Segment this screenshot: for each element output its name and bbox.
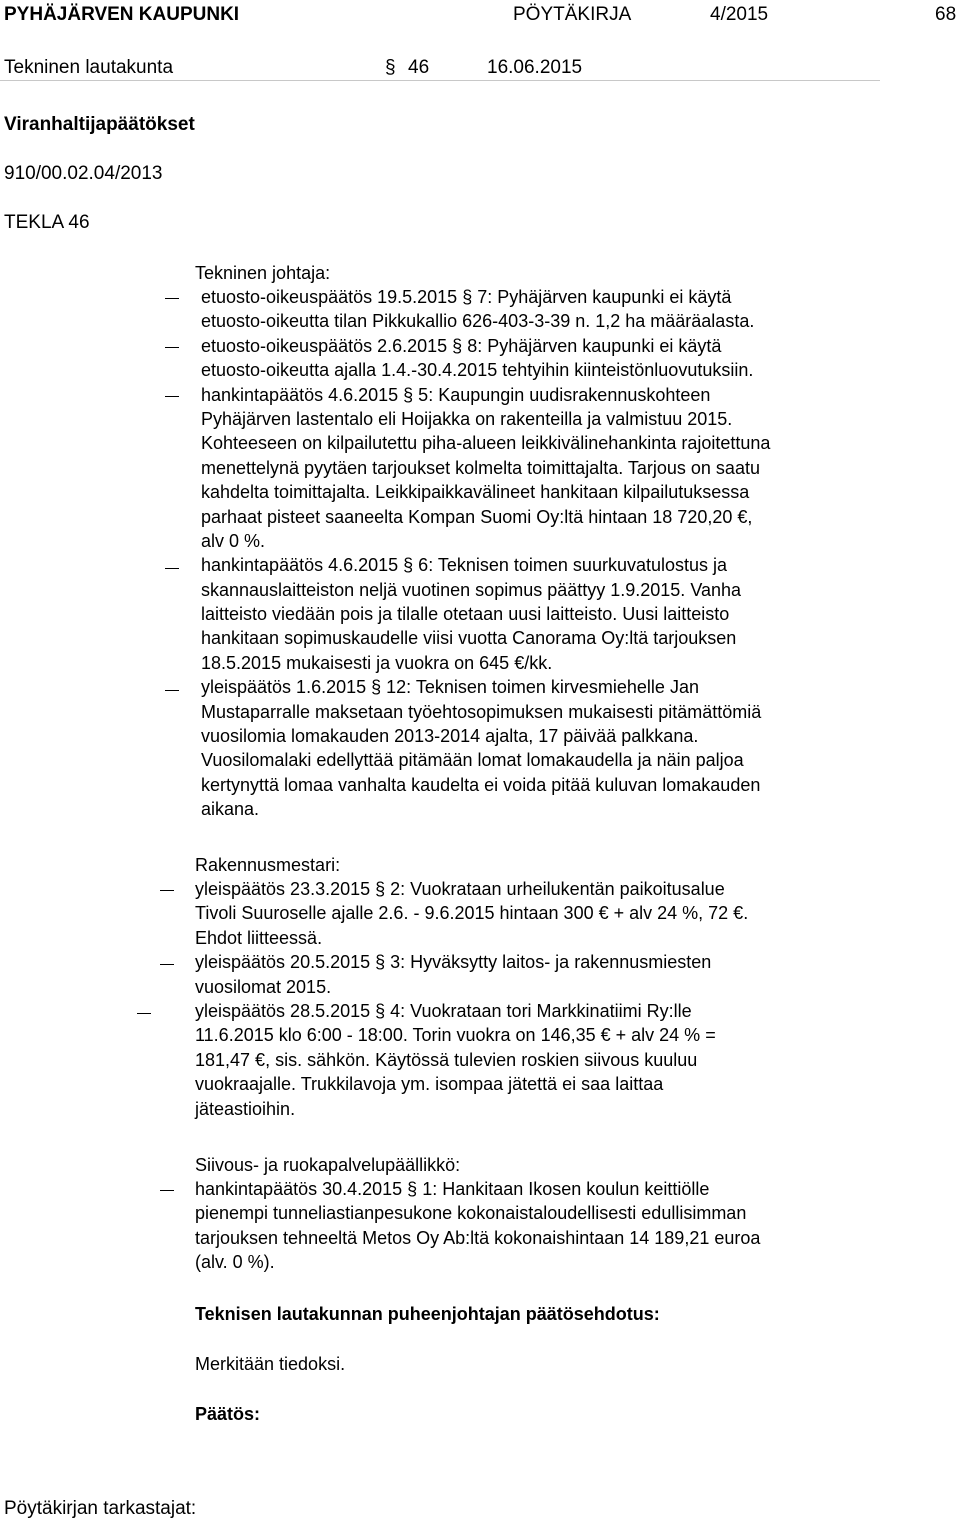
- technical-director-heading: Tekninen johtaja:: [195, 263, 331, 283]
- decision-line: yleispäätös 20.5.2015 § 3: Hyväksytty laitos- ja rakennusmiesten: [195, 952, 712, 973]
- minutes-checkers-label: Pöytäkirjan tarkastajat:: [4, 1498, 197, 1519]
- technical-director-decisions: [201, 285, 770, 822]
- record-number: 910/00.02.04/2013: [4, 163, 163, 184]
- decision-line: yleispäätös 23.3.2015 § 2: Vuokrataan urheilukentän paikoitusalue: [195, 879, 725, 899]
- bullet-dash: [165, 347, 179, 348]
- decision-line: kertynyttä lomaa vanhalta kaudelta ei voida pitää kuluvan lomakauden: [201, 774, 761, 795]
- cleaning-manager-decisions: [195, 1177, 760, 1275]
- decision-line: kahdelta toimittajalta. Leikkipaikkavälineet hankitaan kilpailutuksessa: [201, 482, 750, 503]
- decision-heading: Päätös:: [195, 1404, 261, 1424]
- proposal-heading: Teknisen lautakunnan puheenjohtajan päätösehdotus:: [195, 1304, 660, 1324]
- decision-line: etuosto-oikeuspäätös 2.6.2015 § 8: Pyhäjärven kaupunki ei käytä: [201, 335, 722, 356]
- decision-line: Vuosilomalaki edellyttää pitämään lomat lomakaudella ja näin paljoa: [201, 750, 744, 771]
- document-number: 4/2015: [710, 4, 769, 25]
- section-title: Viranhaltijapäätökset: [4, 114, 195, 135]
- decision-line: parhaat pisteet saaneelta Kompan Suomi Oy:ltä hintaan 18 720,20 €,: [201, 506, 753, 527]
- building-master-decisions: [195, 877, 748, 1121]
- meeting-date: 16.06.2015: [487, 57, 583, 78]
- decision-line: etuosto-oikeutta tilan Pikkukallio 626-403-3-39 n. 1,2 ha määräalasta.: [201, 311, 755, 332]
- decision-line: Kohteeseen on kilpailutettu piha-alueen leikkivälinehankinta rajoitettuna: [201, 433, 771, 454]
- bullet-dash: [160, 890, 174, 891]
- bullet-dash: [165, 690, 179, 691]
- bullet-dash: [165, 396, 179, 397]
- decision-line: Tivoli Suuroselle ajalle 2.6. - 9.6.2015 hintaan 300 € + alv 24 %, 72 €.: [195, 903, 749, 924]
- decision-line: Mustaparralle maksetaan työehtosopimuksen mukaisesti pitämättömiä: [201, 701, 762, 722]
- decision-line: yleispäätös 1.6.2015 § 12: Teknisen toimen kirvesmiehelle Jan: [201, 677, 699, 698]
- cleaning-manager-heading: Siivous- ja ruokapalvelupäällikkö:: [195, 1155, 461, 1175]
- decision-line: Pyhäjärven lastentalo eli Hoijakka on rakenteilla ja valmistuu 2015.: [201, 408, 733, 429]
- bullet-dash: [160, 964, 174, 965]
- decision-line: 18.5.2015 mukaisesti ja vuokra on 645 €/kk.: [201, 652, 553, 673]
- decision-line: 11.6.2015 klo 6:00 - 18:00. Torin vuokra on 146,35 € + alv 24 % =: [195, 1025, 716, 1046]
- decision-line: vuokraajalle. Trukkilavoja ym. isompaa jätettä ei saa laittaa: [195, 1074, 664, 1095]
- page-number: 68: [935, 4, 957, 25]
- bullet-dash: [160, 1190, 174, 1191]
- reference: TEKLA 46: [4, 212, 90, 233]
- bullet-dash: [137, 1013, 151, 1014]
- decision-line: tarjouksen tehneeltä Metos Oy Ab:ltä kokonaishintaan 14 189,21 euroa: [195, 1227, 761, 1248]
- bullet-dash: [165, 568, 179, 569]
- decision-line: alv 0 %.: [201, 530, 266, 551]
- header-divider: [0, 80, 880, 81]
- proposal-text: Merkitään tiedoksi.: [195, 1354, 346, 1374]
- board-name: Tekninen lautakunta: [4, 57, 174, 78]
- decision-line: pienempi tunneliastianpesukone kokonaistaloudellisesti edullisimman: [195, 1203, 747, 1224]
- section-mark-icon: §: [385, 57, 396, 78]
- decision-line: menettelynä pyytäen tarjoukset kolmelta toimittajalta. Tarjous on saatu: [201, 457, 760, 478]
- decision-line: hankintapäätös 30.4.2015 § 1: Hankitaan Ikosen koulun keittiölle: [195, 1179, 710, 1199]
- decision-line: Ehdot liitteessä.: [195, 927, 323, 948]
- decision-line: etuosto-oikeutta ajalla 1.4.-30.4.2015 tehtyihin kiinteistönluovutuksiin.: [201, 360, 754, 381]
- decision-line: hankintapäätös 4.6.2015 § 5: Kaupungin uudisrakennuskohteen: [201, 384, 711, 405]
- decision-line: hankintapäätös 4.6.2015 § 6: Teknisen toimen suurkuvatulostus ja: [201, 555, 728, 576]
- decision-line: 181,47 €, sis. sähkön. Käytössä tulevien roskien siivous kuuluu: [195, 1049, 698, 1070]
- decision-line: etuosto-oikeuspäätös 19.5.2015 § 7: Pyhäjärven kaupunki ei käytä: [201, 287, 732, 307]
- bullet-dash: [165, 298, 179, 299]
- decision-line: vuosilomia lomakauden 2013-2014 ajalta, 17 päivää palkkana.: [201, 726, 699, 747]
- decision-line: yleispäätös 28.5.2015 § 4: Vuokrataan tori Markkinatiimi Ry:lle: [195, 1000, 692, 1021]
- building-master-heading: Rakennusmestari:: [195, 855, 341, 875]
- decision-line: jäteastioihin.: [195, 1098, 296, 1119]
- decision-line: aikana.: [201, 799, 260, 820]
- decision-line: (alv. 0 %).: [195, 1252, 275, 1273]
- decision-line: skannauslaitteiston neljä vuotinen sopimus päättyy 1.9.2015. Vanha: [201, 579, 742, 600]
- document-type: PÖYTÄKIRJA: [513, 4, 632, 25]
- decision-line: laitteisto viedään pois ja tilalle otetaan uusi laitteisto. Uusi laitteisto: [201, 604, 730, 625]
- decision-line: vuosilomat 2015.: [195, 976, 332, 997]
- section-number: 46: [408, 57, 430, 78]
- municipality-name: PYHÄJÄRVEN KAUPUNKI: [4, 4, 240, 25]
- decision-line: hankitaan sopimuskaudelle viisi vuotta Canorama Oy:ltä tarjouksen: [201, 628, 737, 649]
